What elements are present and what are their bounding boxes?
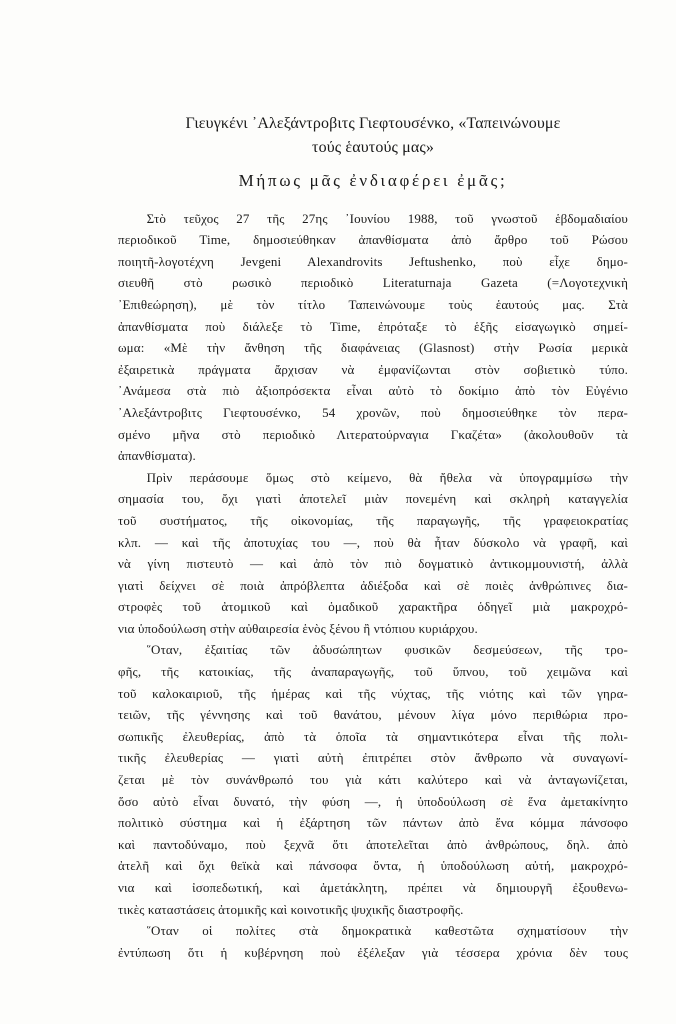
text-line: ᾿Αλεξάντροβιτς Γιεφτουσένκο, 54 χρονῶν, ποὺ δημοσιεύθηκε τὸν περα- [118,404,628,420]
text-line: Στὸ τεῦχος 27 τῆς 27ης ᾿Ιουνίου 1988, τοῦ γνωστοῦ ἑβδομαδιαίου [146,210,628,226]
paragraph [118,920,628,963]
text-line: ἀπανθίσματα). [118,448,196,464]
text-line: ὅσο αὐτὸ εἶναι δυνατό, τὴν φύση —, ἡ ὑποδούλωση σὲ ἕνα ἀμετακίνητο [118,793,628,809]
paragraph [118,467,628,640]
text-line: νὰ γίνη πιστευτὸ — καὶ ἀπὸ τὸν πιὸ δογματικὸ ἀντικομμουνιστή, ἀλλὰ [118,556,628,572]
text-line: φῆς, τῆς κατοικίας, τῆς ἀναπαραγωγῆς, τοῦ ὕπνου, τοῦ χειμῶνα καὶ [118,664,628,680]
text-line: σιευθῆ στὸ ρωσικὸ περιοδικὸ Literaturnaja Gazeta (=Λογοτεχνικὴ [118,275,628,291]
title-line: Γιευγκένι ᾿Αλεξάντροβιτς Γιεφτουσένκο, «Ταπεινώνουμε [185,115,561,132]
text-line: νια ὑποδούλωση στὴν αὐθαιρεσία ἑνὸς ξένου ἢ ντόπιου κυριάρχου. [118,620,478,636]
text-line: σημασία του, ὄχι γιατὶ ἀποτελεῖ μιὰν πονεμένη καὶ σκληρὴ καταγγελία [118,491,628,507]
text-line: Πρὶν περάσουμε ὅμως στὸ κείμενο, θὰ ἤθελα νὰ ὑπογραμμίσω τὴν [146,469,628,485]
text-line: ᾿Επιθεώρηση), μὲ τὸν τίτλο Ταπεινώνουμε τοὺς ἑαυτούς μας. Στὰ [118,296,628,312]
text-line: ᾿Ανάμεσα στὰ πιὸ ἀξιοπρόσεκτα εἶναι αὐτὸ τὸ δοκίμιο ἀπὸ τὸν Εὐγένιο [118,383,628,399]
text-line: σμένο μῆνα στὸ περιοδικὸ Λιτερατούρναγια Γκαζέτα» (ἀκολουθοῦν τὰ [118,426,628,442]
title-line: τούς ἑαυτούς μας» [312,139,434,156]
text-line: ῞Οταν, ἐξαιτίας τῶν ἀδυσώπητων φυσικῶν δεσμεύσεων, τῆς τρο- [146,642,628,658]
text-line: πολιτικὸ σύστημα καὶ ἡ ἐξάρτηση τῶν πάντων ἀπὸ ἕνα κόμμα πάνσοφο [118,815,628,831]
article-subtitle: Μήπως μᾶς ἐνδιαφέρει ἐμᾶς; [238,171,508,190]
text-line: καὶ παντοδύναμο, ποὺ ξεχνᾶ ὅτι ἀποτελεῖται ἀπὸ ἀνθρώπους, δηλ. ἀπὸ [118,836,628,852]
text-line: τοῦ καλοκαιριοῦ, τῆς ἡμέρας καὶ τῆς νύχτας, τῆς νιότης καὶ τῶν γηρα- [118,685,628,701]
text-line: στροφὲς τοῦ ἀτομικοῦ καὶ ὁμαδικοῦ χαρακτῆρα ὁδηγεῖ μιὰ μακροχρό- [118,599,628,615]
paragraph [118,208,628,467]
text-line: ῞Οταν οἱ πολίτες στὰ δημοκρατικὰ καθεστῶτα σχηματίσουν τὴν [146,923,628,939]
article-body [118,112,628,963]
text-line: ωμα: «Μὲ τὴν ἄνθηση τῆς διαφάνειας (Glasnost) στὴν Ρωσία μερικὰ [118,340,628,356]
text-line: περιοδικοῦ Time, δημοσιεύθηκαν ἀπανθίσματα ἀπὸ ἄρθρο τοῦ Ρώσου [118,232,628,248]
text-line: γιατὶ δείχνει σὲ ποιὰ ἀπρόβλεπτα ἀδιέξοδα καὶ σὲ ποιὲς ἀνθρώπινες δια- [118,577,628,593]
paragraph [118,639,628,920]
text-line: τειῶν, τῆς γέννησης καὶ τοῦ θανάτου, μένουν λίγα μόνο περιθώρια προ- [118,707,628,723]
text-line: ποιητῆ-λογοτέχνη Jevgeni Alexandrovits Jeftushenko, ποὺ εἶχε δημο- [118,253,628,269]
text-line: ἐντύπωση ὅτι ἡ κυβέρνηση ποὺ ἐξέλεξαν γιὰ τέσσερα χρόνια δὲν τους [118,944,628,960]
text-line: ζεται μὲ τὸν συνάνθρωπό του γιὰ κάτι καλύτερο καὶ νὰ ἀνταγωνίζεται, [118,772,628,788]
text-line: τικὲς καταστάσεις ἀτομικῆς καὶ κοινοτικῆς ψυχικῆς διαστροφῆς. [118,901,464,917]
text-line: κλπ. — καὶ τῆς ἀποτυχίας του —, ποὺ θὰ ἦταν δύσκολο νὰ γραφῆ, καὶ [118,534,628,550]
text-line: νια καὶ ἰσοπεδωτική, καὶ ἀμετάκλητη, πρέπει νὰ δημιουργῆ ἐξουθενω- [118,880,628,895]
text-line: ἐξαιρετικὰ πράγματα ἄρχισαν νὰ ἐμφανίζωνται στὸν σοβιετικὸ τύπο. [118,361,628,377]
article-title [118,112,628,160]
text-line: ἀτελῆ καὶ ὄχι θεϊκὰ καὶ πάνσοφα ὄντα, ἡ ὑποδούλωση αὐτή, μακροχρό- [118,858,628,874]
text-line: τικῆς ἐλευθερίας — γιατὶ αὐτὴ ἐπιτρέπει στὸν ἄνθρωπο νὰ συναγωνί- [118,750,628,766]
paragraphs [118,208,628,964]
text-line: ἀπανθίσματα ποὺ διάλεξε τὸ Time, ἐπρόταξε τὸ ἑξῆς εἰσαγωγικὸ σημεί- [118,318,628,334]
text-line: σωπικῆς ἐλευθερίας, ἀπὸ τὰ ὁποῖα τὰ σημαντικότερα εἶναι τῆς πολι- [118,728,628,744]
text-line: τοῦ συστήματος, τῆς οἰκονομίας, τῆς παραγωγῆς, τῆς γραφειοκρατίας [118,512,628,528]
